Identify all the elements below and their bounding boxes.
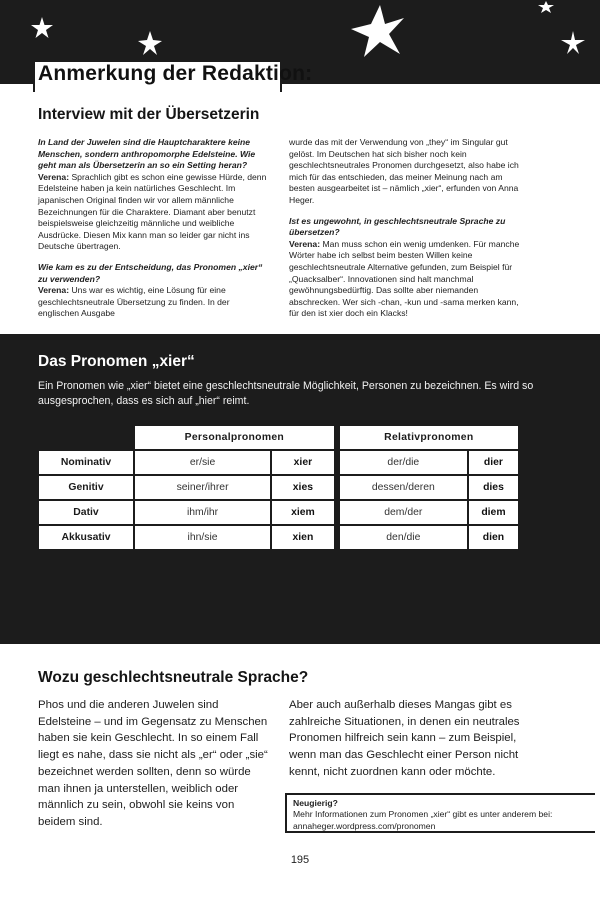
interview-question: Wie kam es zu der Entscheidung, das Pronomen „xier“ zu verwenden? — [38, 261, 263, 284]
interview-answer: Sprachlich gibt es schon eine gewisse Hürde, denn Edelsteine haben ja kein natürliches Geschlecht. Im japanischen Original finden wir vor allem männliche Bezeichnungen für die Charaktere. Diamant aber benutzt beispielsweise gleichzeitig männliche und weibliche Ausdrücke. Diesen Mix kann man so leider gar nicht ins Deutsche übertragen. — [38, 171, 267, 252]
table-gap — [336, 426, 338, 449]
pronoun-cell: seiner/ihrer — [135, 476, 270, 499]
interview-answer: Man muss schon ein wenig umdenken. Für manche Wörter habe ich selbst beim besten Willen keine geschlechtsneutrale Alternative gefunden, zum Beispiel für „Quacksalber“. Innovationen sind halt manchmal gewöhnungsbedürftig. Das sollte aber niemanden abschrecken. Wer sich -chan, -kun und -sama merken kann, für den ist xier doch ein Klacks! — [289, 238, 520, 319]
pronoun-cell: er/sie — [135, 451, 270, 474]
pronoun-cell: ihm/ihr — [135, 501, 270, 524]
case-label: Genitiv — [39, 476, 133, 499]
why-left-text: Phos und die anderen Juwelen sind Edelsteine – und im Gegensatz zu Menschen haben sie kein Geschlecht. In so einem Fall liegt es nahe, dass sie nicht als „er“ oder „sie“ bezeichnet werden sollten, denn so würde man ihnen ja unterstellen, weiblich oder männlich zu sein, obwohl sie keins von beidem sind. — [38, 699, 268, 828]
pronoun-cell-neutral: dien — [469, 526, 518, 549]
pronoun-cell: der/die — [340, 451, 467, 474]
table-row — [39, 451, 518, 474]
table-gap — [336, 526, 338, 549]
table-row — [39, 526, 518, 549]
interview-speaker: Verena: — [289, 238, 321, 249]
info-box — [285, 793, 595, 833]
pronoun-cell-neutral: dier — [469, 451, 518, 474]
interview-block — [38, 137, 272, 253]
pronoun-cell-neutral: xiem — [272, 501, 334, 524]
page-number: 195 — [290, 854, 310, 866]
case-label: Dativ — [39, 501, 133, 524]
table-gap — [336, 501, 338, 524]
interview-question: In Land der Juwelen sind die Hauptcharaktere keine Menschen, sondern anthropomorphe Edelsteine. Wie geht man als Übersetzerin an so ein Setting heran? — [38, 137, 256, 171]
pronoun-table — [37, 424, 520, 551]
star-icon — [137, 30, 163, 56]
pronoun-cell-neutral: xier — [272, 451, 334, 474]
pronoun-cell: ihn/sie — [135, 526, 270, 549]
interview-heading: Interview mit der Übersetzerin — [38, 106, 260, 123]
star-icon — [537, 0, 555, 14]
interview-block — [289, 137, 521, 207]
group-header-relative: Relativpronomen — [340, 426, 518, 449]
pronoun-cell-neutral: diem — [469, 501, 518, 524]
interview-answer: Uns war es wichtig, eine Lösung für eine geschlechtsneutrale Übersetzung zu finden. In der englischen Ausgabe — [38, 285, 230, 319]
case-label: Akkusativ — [39, 526, 133, 549]
star-icon — [350, 4, 406, 60]
table-row — [39, 501, 518, 524]
pronoun-intro: Ein Pronomen wie „xier“ bietet eine geschlechtsneutrale Möglichkeit, Personen zu bezeichnen. Es wird so ausgesprochen, dass es sich auf „hier“ reimt. — [38, 380, 534, 407]
info-text: Mehr Informationen zum Pronomen „xier“ gibt es unter anderem bei: annaheger.wordpress.com/pronomen — [293, 809, 553, 831]
why-right-text: Aber auch außerhalb dieses Mangas gibt es zahlreiche Situationen, in denen ein neutrales Pronomen hilfreich sein kann – zum Beispiel, wenn man das Geschlecht einer Person nicht kennt, nicht zuordnen kann oder möchte. — [289, 699, 520, 778]
case-label: Nominativ — [39, 451, 133, 474]
pronoun-cell: den/die — [340, 526, 467, 549]
table-header-row — [39, 426, 518, 449]
star-icon — [30, 16, 54, 40]
interview-question: Ist es ungewohnt, in geschlechtsneutrale Sprache zu übersetzen? — [289, 215, 506, 238]
table-corner — [39, 426, 133, 449]
editor-note-title: Anmerkung der Redaktion: — [38, 62, 313, 85]
star-icon — [560, 30, 586, 56]
interview-left-column — [38, 137, 272, 329]
interview-answer: wurde das mit der Verwendung von „they“ im Singular gut gelöst. Im Deutschen hat sich bisher noch kein geschlechtsneutrales Pronomen durchgesetzt, also habe ich mich für das entschieden, das meiner Meinung nach am besten ausgearbeitet ist – nämlich „xier“, erfunden von Anna Heger. — [289, 137, 519, 205]
info-title: Neugierig? — [293, 798, 338, 808]
table-gap — [336, 451, 338, 474]
pronoun-cell-neutral: xien — [272, 526, 334, 549]
pronoun-cell: dem/der — [340, 501, 467, 524]
pronoun-cell: dessen/deren — [340, 476, 467, 499]
interview-speaker: Verena: — [38, 285, 70, 296]
pronoun-cell-neutral: dies — [469, 476, 518, 499]
table-row — [39, 476, 518, 499]
interview-block — [38, 262, 272, 320]
table-gap — [336, 476, 338, 499]
interview-block — [289, 216, 521, 320]
pronoun-heading: Das Pronomen „xier“ — [38, 353, 195, 370]
why-heading: Wozu geschlechtsneutrale Sprache? — [38, 669, 309, 686]
interview-right-column — [289, 137, 521, 329]
pronoun-cell-neutral: xies — [272, 476, 334, 499]
interview-speaker: Verena: — [38, 171, 70, 182]
group-header-personal: Personalpronomen — [135, 426, 334, 449]
